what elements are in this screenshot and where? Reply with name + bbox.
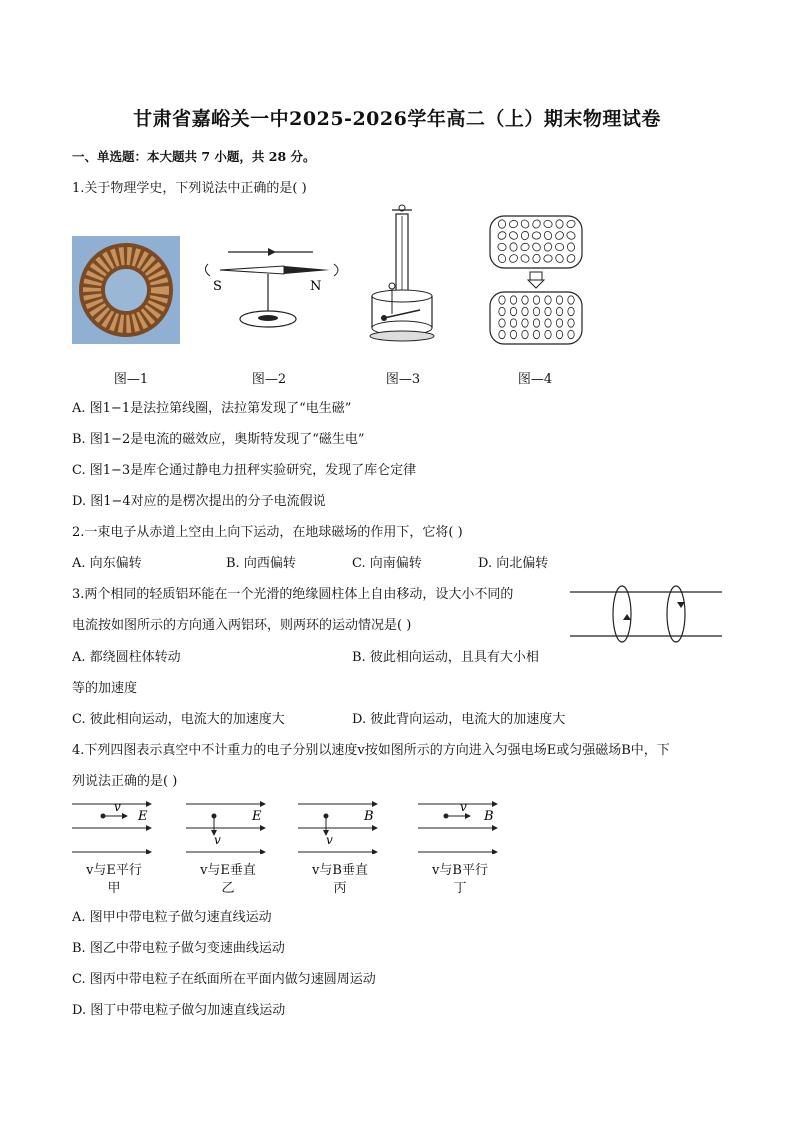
panel-jia-relation: v与E平行 [86, 863, 142, 878]
coil-figure [72, 236, 180, 344]
q3-option-d: D. 彼此背向运动，电流大的加速度大 [352, 712, 566, 727]
q1-stem: 1.关于物理学史，下列说法中正确的是( ) [72, 181, 307, 196]
q2-option-d: D. 向北偏转 [478, 556, 549, 571]
panel-jia-figure [70, 794, 160, 854]
q3-option-b-cont: 等的加速度 [72, 681, 138, 696]
panel-ding-v: v [460, 800, 467, 814]
panel-ding-name: 丁 [453, 881, 467, 896]
panel-jia-v: v [114, 800, 121, 814]
q3-stem-line1: 3.两个相同的轻质铝环能在一个光滑的绝缘圆柱体上自由移动，设大小不同的 [72, 587, 514, 602]
panel-yi-relation: v与E垂直 [200, 863, 256, 878]
q2-option-c: C. 向南偏转 [352, 556, 422, 571]
molecular-current-figure [486, 214, 586, 346]
panel-bing-figure [296, 794, 386, 854]
q4-stem-line2: 列说法正确的是( ) [72, 774, 178, 789]
q2-option-b: B. 向西偏转 [226, 556, 296, 571]
q1-option-a: A. 图1−1是法拉第线圈，法拉第发现了“电生磁” [72, 401, 352, 416]
q4-option-b: B. 图乙中带电粒子做匀变速曲线运动 [72, 941, 285, 956]
oersted-figure [198, 244, 358, 344]
q1-option-c: C. 图1−3是库仑通过静电力扭秤实验研究，发现了库仑定律 [72, 463, 417, 478]
panel-ding-relation: v与B平行 [432, 863, 488, 878]
q3-stem-line2: 电流按如图所示的方向通入两铝环，则两环的运动情况是( ) [72, 618, 412, 633]
caption-fig2: 图—2 [251, 372, 287, 387]
q1-option-d: D. 图1−4对应的是楞次提出的分子电流假说 [72, 494, 326, 509]
panel-jia-name: 甲 [107, 881, 121, 896]
q4-option-d: D. 图丁中带电粒子做匀加速直线运动 [72, 1003, 286, 1018]
q4-stem-line1: 4.下列四图表示真空中不计重力的电子分别以速度v按如图所示的方向进入匀强电场E或匀强磁场B中，下 [72, 743, 670, 758]
caption-fig1: 图—1 [113, 372, 149, 387]
q4-option-c: C. 图丙中带电粒子在纸面所在平面内做匀速圆周运动 [72, 972, 376, 987]
q3-option-b: B. 彼此相向运动，且具有大小相 [352, 650, 539, 665]
panel-ding-figure [416, 794, 506, 854]
magnet-s-label: S [213, 279, 222, 294]
panel-jia-field: E [138, 809, 148, 824]
page-title: 甘肃省嘉峪关一中2025-2026学年高二（上）期末物理试卷 [133, 108, 661, 130]
section-heading: 一、单选题：本大题共 7 小题，共 28 分。 [72, 149, 316, 164]
caption-fig3: 图—3 [385, 372, 421, 387]
cylinder-rings-figure [570, 578, 724, 648]
q3-option-c: C. 彼此相向运动，电流大的加速度大 [72, 712, 285, 727]
panel-ding-field: B [484, 809, 494, 824]
q2-stem: 2.一束电子从赤道上空由上向下运动，在地球磁场的作用下，它将( ) [72, 525, 463, 540]
panel-yi-name: 乙 [221, 881, 235, 896]
q1-option-b: B. 图1−2是电流的磁效应，奥斯特发现了“磁生电” [72, 432, 365, 447]
panel-bing-v: v [326, 833, 333, 847]
panel-bing-relation: v与B垂直 [312, 863, 368, 878]
q3-option-a: A. 都绕圆柱体转动 [72, 650, 181, 665]
panel-yi-figure [184, 794, 274, 854]
panel-bing-field: B [364, 809, 374, 824]
magnet-n-label: N [310, 279, 322, 294]
panel-bing-name: 丙 [333, 881, 347, 896]
caption-fig4: 图—4 [517, 372, 553, 387]
q2-option-a: A. 向东偏转 [72, 556, 142, 571]
panel-yi-field: E [252, 809, 262, 824]
panel-yi-v: v [214, 833, 221, 847]
torsion-balance-figure [362, 200, 442, 350]
q4-option-a: A. 图甲中带电粒子做匀速直线运动 [72, 910, 272, 925]
